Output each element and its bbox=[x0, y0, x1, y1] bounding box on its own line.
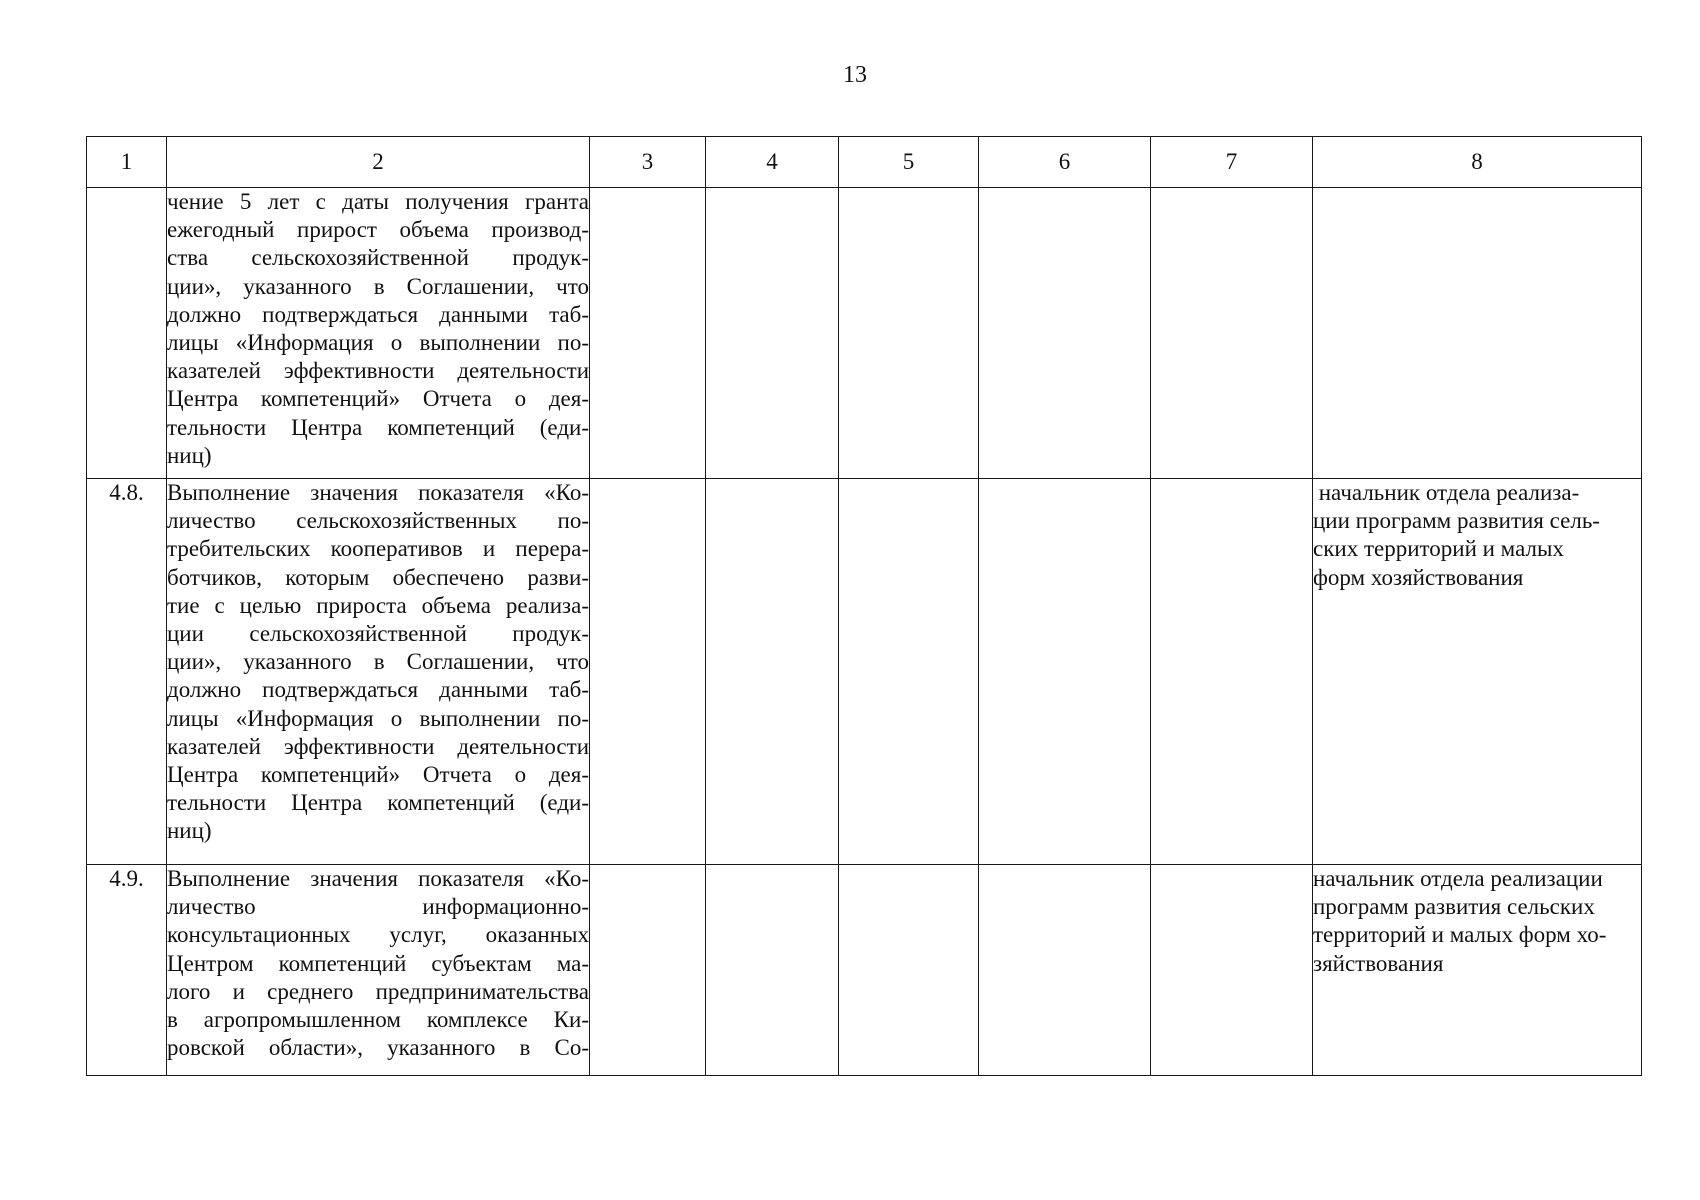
text-line: казателей эффективности деятельности bbox=[167, 358, 589, 384]
table-cell bbox=[590, 188, 706, 479]
text-line: программ развития сельских bbox=[1313, 894, 1595, 920]
table-cell bbox=[590, 865, 706, 1076]
table-cell bbox=[1151, 865, 1313, 1076]
text-line: казателей эффективности деятельности bbox=[167, 733, 589, 759]
text-line: консультационных услуг, оказанных bbox=[167, 922, 589, 948]
text-line: Центром компетенций субъектам ма- bbox=[167, 950, 589, 976]
responsible-cell bbox=[1313, 479, 1642, 865]
text-line: лицы «Информация о выполнении по- bbox=[167, 705, 589, 731]
table-cell bbox=[839, 188, 979, 479]
text-line: ботчиков, которым обеспечено разви- bbox=[167, 564, 589, 590]
responsible-cell bbox=[1313, 188, 1642, 479]
table-cell bbox=[839, 479, 979, 865]
text-line: в агропромышленном комплексе Ки- bbox=[167, 1007, 589, 1033]
text-line: лого и среднего предпринимательства bbox=[167, 978, 589, 1004]
table-cell bbox=[1151, 479, 1313, 865]
text-line: начальник отдела реализации bbox=[1313, 866, 1603, 891]
column-header: 3 bbox=[590, 137, 706, 188]
table-cell bbox=[590, 479, 706, 865]
text-line: ции программ развития сель- bbox=[1313, 508, 1600, 534]
text-line: Центра компетенций» Отчета о дея- bbox=[167, 386, 589, 412]
table-cell bbox=[979, 479, 1151, 865]
text-line: чение 5 лет с даты получения гранта bbox=[167, 189, 589, 214]
column-header: 4 bbox=[706, 137, 839, 188]
text-line: территорий и малых форм хо- bbox=[1313, 922, 1607, 948]
row-number: 4.8. bbox=[87, 479, 167, 865]
row-number bbox=[87, 188, 167, 479]
text-line: требительских кооперативов и перера- bbox=[167, 536, 589, 562]
column-header: 1 bbox=[87, 137, 167, 188]
text-line: личество информационно- bbox=[167, 894, 589, 920]
table-cell bbox=[979, 188, 1151, 479]
text-line: начальник отдела реализа- bbox=[1313, 480, 1580, 505]
text-line: ежегодный прирост объема производ- bbox=[167, 217, 589, 243]
text-line: тельности Центра компетенций (еди- bbox=[167, 790, 589, 816]
text-line: должно подтверждаться данными таб- bbox=[167, 301, 589, 327]
column-header: 6 bbox=[979, 137, 1151, 188]
text-line: ции сельскохозяйственной продук- bbox=[167, 621, 589, 647]
text-line: Центра компетенций» Отчета о дея- bbox=[167, 762, 589, 788]
column-header: 5 bbox=[839, 137, 979, 188]
column-header: 7 bbox=[1151, 137, 1313, 188]
text-line: Выполнение значения показателя «Ко- bbox=[167, 866, 589, 891]
text-line: лицы «Информация о выполнении по- bbox=[167, 330, 589, 356]
table-header-row bbox=[87, 137, 1642, 188]
text-line: зяйствования bbox=[1313, 950, 1444, 976]
table-cell bbox=[706, 865, 839, 1076]
text-line: ниц) bbox=[167, 818, 212, 844]
text-line: ции», указанного в Соглашении, что bbox=[167, 273, 589, 299]
text-line: ниц) bbox=[167, 442, 212, 468]
table-row bbox=[87, 479, 1642, 865]
table-cell bbox=[839, 865, 979, 1076]
text-line: форм хозяйствования bbox=[1313, 564, 1524, 590]
text-line: ровской области», указанного в Со- bbox=[167, 1035, 589, 1061]
table-cell bbox=[706, 479, 839, 865]
text-line: тие с целью прироста объема реализа- bbox=[167, 592, 589, 618]
row-number: 4.9. bbox=[87, 865, 167, 1076]
text-line: личество сельскохозяйственных по- bbox=[167, 508, 589, 534]
text-line: тельности Центра компетенций (еди- bbox=[167, 414, 589, 440]
indicator-description bbox=[167, 865, 590, 1076]
text-line: ства сельскохозяйственной продук- bbox=[167, 245, 589, 271]
page-number: 13 bbox=[843, 62, 867, 88]
text-line: должно подтверждаться данными таб- bbox=[167, 677, 589, 703]
column-header: 2 bbox=[167, 137, 590, 188]
table-cell bbox=[706, 188, 839, 479]
column-header: 8 bbox=[1313, 137, 1642, 188]
table-row bbox=[87, 188, 1642, 479]
indicator-description bbox=[167, 188, 590, 479]
table-row bbox=[87, 865, 1642, 1076]
indicator-table bbox=[86, 136, 1642, 1076]
table-cell bbox=[1151, 188, 1313, 479]
indicator-description bbox=[167, 479, 590, 865]
table-cell bbox=[979, 865, 1151, 1076]
text-line: ских территорий и малых bbox=[1313, 536, 1564, 562]
text-line: Выполнение значения показателя «Ко- bbox=[167, 480, 589, 505]
text-line: ции», указанного в Соглашении, что bbox=[167, 649, 589, 675]
responsible-cell bbox=[1313, 865, 1642, 1076]
